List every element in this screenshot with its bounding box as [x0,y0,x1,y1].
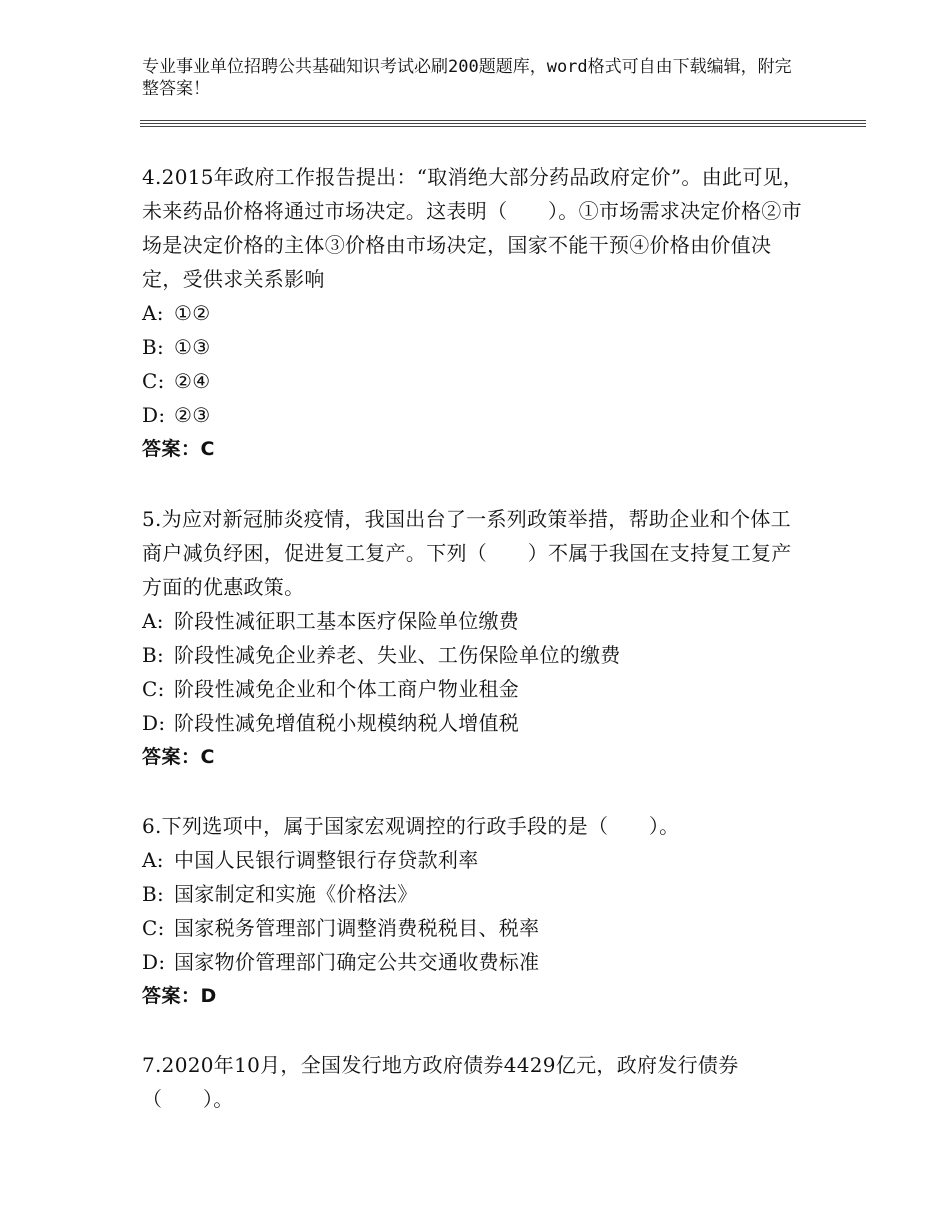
question-stem: 6.下列选项中，属于国家宏观调控的行政手段的是（ ）。 [142,814,680,838]
option-a [142,296,806,330]
option-key: C: [142,369,165,393]
option-text: 阶段性减免企业和个体工商户物业租金 [174,677,520,701]
answer-label: 答案：C [142,746,215,768]
header-divider [140,123,866,124]
header-divider [140,126,866,127]
option-key: B: [142,882,165,906]
question-5 [142,502,806,774]
question-4 [142,160,806,466]
option-text: ①③ [174,335,211,359]
question-stem: 5.为应对新冠肺炎疫情，我国出台了一系列政策举措，帮助企业和个体工商户减负纾困，促进复工复产。下列（ ）不属于我国在支持复工复产方面的优惠政策。 [142,507,792,599]
option-key: C: [142,916,165,940]
option-text: 中国人民银行调整银行存贷款利率 [174,848,479,872]
header-divider [140,120,866,121]
option-text: 国家制定和实施《价格法》 [174,882,418,906]
option-d [142,945,806,979]
option-key: A: [142,848,164,872]
option-a [142,604,806,638]
option-c [142,672,806,706]
option-b [142,638,806,672]
option-key: D: [142,403,166,427]
option-key: D: [142,950,166,974]
option-key: B: [142,643,165,667]
option-text: 阶段性减征职工基本医疗保险单位缴费 [174,609,520,633]
option-key: D: [142,711,166,735]
option-b [142,877,806,911]
option-text: 国家税务管理部门调整消费税税目、税率 [174,916,540,940]
option-c [142,911,806,945]
question-stem: 7.2020年10月，全国发行地方政府债券4429亿元，政府发行债券（ ）。 [142,1053,739,1111]
option-text: 国家物价管理部门确定公共交通收费标准 [174,950,540,974]
option-key: B: [142,335,165,359]
answer-label: 答案：C [142,438,215,460]
option-text: 阶段性减免企业养老、失业、工伤保险单位的缴费 [174,643,621,667]
question-7 [142,1048,806,1116]
option-b [142,330,806,364]
option-c [142,364,806,398]
option-a [142,843,806,877]
option-text: 阶段性减免增值税小规模纳税人增值税 [174,711,520,735]
option-text: ②④ [174,369,211,393]
option-text: ①② [174,301,211,325]
answer-label: 答案：D [142,985,217,1007]
option-key: A: [142,609,164,633]
option-key: A: [142,301,164,325]
question-6 [142,809,806,1013]
option-d [142,398,806,432]
document-header: 专业事业单位招聘公共基础知识考试必刷200题题库，word格式可自由下载编辑，附完整答案！ [142,57,792,99]
option-d [142,706,806,740]
option-text: ②③ [174,403,211,427]
question-stem: 4.2015年政府工作报告提出：“取消绝大部分药品政府定价”。由此可见，未来药品价格将通过市场决定。这表明（ ）。①市场需求决定价格②市场是决定价格的主体③价格由市场决定，国家不能干预④价格由价值决定，受供求关系影响 [142,165,804,291]
option-key: C: [142,677,165,701]
